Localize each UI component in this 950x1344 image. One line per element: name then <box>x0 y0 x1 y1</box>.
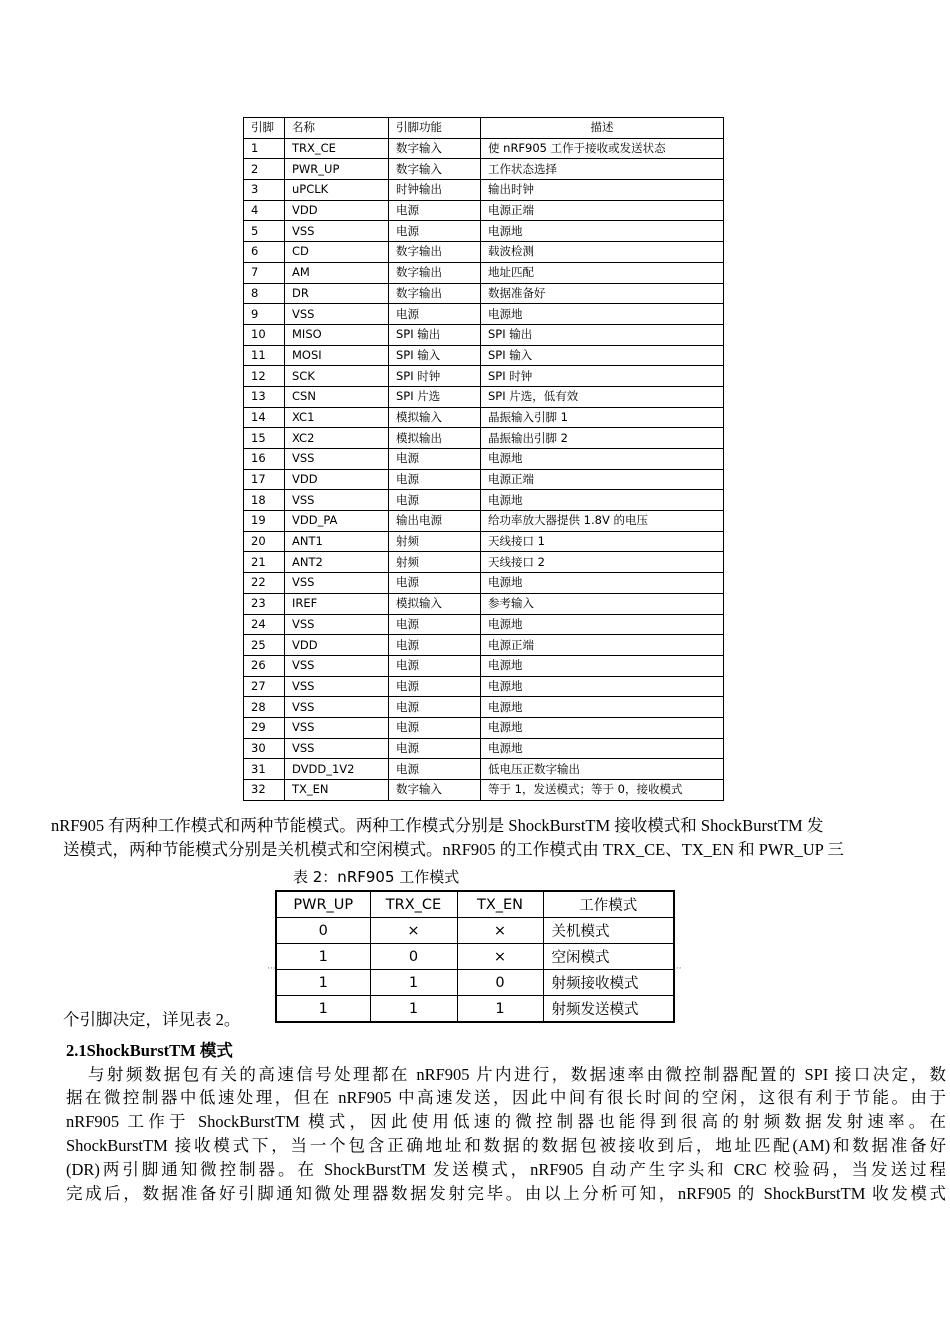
pin-function-cell: 数字输入 <box>389 780 481 801</box>
table-row <box>244 738 724 759</box>
table-row <box>244 593 724 614</box>
mode-table-row <box>276 996 674 1023</box>
table-row <box>244 676 724 697</box>
pin-name-cell: CD <box>285 242 389 263</box>
pin-name-cell: VSS <box>285 738 389 759</box>
pin-number-cell: 21 <box>244 552 285 573</box>
header-name: 名称 <box>285 118 389 139</box>
pin-name-cell: DVDD_1V2 <box>285 759 389 780</box>
pin-number-cell: 19 <box>244 511 285 532</box>
mode-table-row <box>276 918 674 944</box>
pin-number-cell: 16 <box>244 449 285 470</box>
pin-function-cell: 电源 <box>389 759 481 780</box>
pin-function-cell: 射频 <box>389 531 481 552</box>
pin-number-cell: 17 <box>244 469 285 490</box>
pin-function-cell: 电源 <box>389 635 481 656</box>
table-row <box>244 283 724 304</box>
trx-ce-cell: × <box>370 918 457 944</box>
section-line: ShockBurstTM 接收模式下，当一个包含正确地址和数据的数据包被接收到后，地址匹配(AM)和数据准备好 <box>66 1136 946 1155</box>
table-row <box>244 573 724 594</box>
section-heading: 2.1ShockBurstTM 模式 <box>66 1041 233 1060</box>
pin-number-cell: 23 <box>244 593 285 614</box>
pin-name-cell: TX_EN <box>285 780 389 801</box>
pin-name-cell: MOSI <box>285 345 389 366</box>
pin-number-cell: 12 <box>244 366 285 387</box>
pin-number-cell: 20 <box>244 531 285 552</box>
pin-function-cell: 时钟输出 <box>389 180 481 201</box>
pin-function-cell: 输出电源 <box>389 511 481 532</box>
pin-number-cell: 31 <box>244 759 285 780</box>
table-row <box>244 614 724 635</box>
paragraph-line-1: nRF905 有两种工作模式和两种节能模式。两种工作模式分别是 ShockBurstTM 接收模式和 ShockBurstTM 发 <box>51 816 824 835</box>
mode-header-row <box>276 891 674 918</box>
pin-function-cell: 射频 <box>389 552 481 573</box>
pin-description-cell: 低电压正数字输出 <box>481 759 724 780</box>
pin-name-cell: IREF <box>285 593 389 614</box>
pin-function-cell: SPI 输入 <box>389 345 481 366</box>
pwr-up-cell: 1 <box>276 944 370 970</box>
trx-ce-cell: 1 <box>370 970 457 996</box>
table-row <box>244 345 724 366</box>
table-header-row <box>244 118 724 139</box>
pin-number-cell: 15 <box>244 428 285 449</box>
pin-description-cell: 参考输入 <box>481 593 724 614</box>
section-line: 据在微控制器中低速处理，但在 nRF905 中高速发送，因此中间有很长时间的空闲，这很有利于节能。由于 <box>66 1088 946 1107</box>
pin-number-cell: 24 <box>244 614 285 635</box>
pin-name-cell: VDD_PA <box>285 511 389 532</box>
pin-description-cell: 电源地 <box>481 573 724 594</box>
pwr-up-cell: 0 <box>276 918 370 944</box>
pin-description-cell: 输出时钟 <box>481 180 724 201</box>
pin-number-cell: 32 <box>244 780 285 801</box>
pin-function-cell: 电源 <box>389 469 481 490</box>
pin-number-cell: 5 <box>244 221 285 242</box>
tx-en-cell: 0 <box>457 970 543 996</box>
table-row <box>244 159 724 180</box>
pin-description-cell: 电源地 <box>481 221 724 242</box>
pin-description-cell: 电源正端 <box>481 200 724 221</box>
pin-name-cell: DR <box>285 283 389 304</box>
pin-function-cell: 电源 <box>389 676 481 697</box>
mode-header-trx-ce: TRX_CE <box>370 891 457 918</box>
pin-number-cell: 14 <box>244 407 285 428</box>
pin-function-cell: 电源 <box>389 697 481 718</box>
pin-name-cell: CSN <box>285 386 389 407</box>
table-row <box>244 386 724 407</box>
pin-number-cell: 25 <box>244 635 285 656</box>
pin-description-cell: SPI 输出 <box>481 324 724 345</box>
pin-description-cell: 天线接口 2 <box>481 552 724 573</box>
pin-number-cell: 26 <box>244 655 285 676</box>
header-function: 引脚功能 <box>389 118 481 139</box>
pin-number-cell: 2 <box>244 159 285 180</box>
table-row <box>244 759 724 780</box>
pin-function-cell: 电源 <box>389 717 481 738</box>
tx-en-cell: 1 <box>457 996 543 1023</box>
pin-description-cell: 电源地 <box>481 655 724 676</box>
table-row <box>244 655 724 676</box>
table-row <box>244 304 724 325</box>
table-row <box>244 221 724 242</box>
pin-function-cell: 数字输出 <box>389 283 481 304</box>
pin-function-cell: 电源 <box>389 738 481 759</box>
pin-number-cell: 4 <box>244 200 285 221</box>
pin-number-cell: 10 <box>244 324 285 345</box>
tx-en-cell: × <box>457 918 543 944</box>
pin-description-cell: 电源地 <box>481 490 724 511</box>
mode-header-tx-en: TX_EN <box>457 891 543 918</box>
pin-function-cell: 电源 <box>389 573 481 594</box>
table-row <box>244 635 724 656</box>
pin-function-cell: 电源 <box>389 304 481 325</box>
header-pin: 引脚 <box>244 118 285 139</box>
pin-name-cell: VSS <box>285 676 389 697</box>
mode-header-pwr-up: PWR_UP <box>276 891 370 918</box>
mode-cell: 射频发送模式 <box>543 996 674 1023</box>
table-row <box>244 262 724 283</box>
pwr-up-cell: 1 <box>276 970 370 996</box>
pin-description-cell: 电源地 <box>481 614 724 635</box>
mode-header-mode: 工作模式 <box>543 891 674 918</box>
pin-name-cell: VDD <box>285 635 389 656</box>
pin-number-cell: 3 <box>244 180 285 201</box>
dotted-marker-left: ··· <box>267 964 276 974</box>
pin-name-cell: VSS <box>285 614 389 635</box>
pin-description-cell: 工作状态选择 <box>481 159 724 180</box>
table-row <box>244 200 724 221</box>
pin-description-cell: 电源地 <box>481 738 724 759</box>
pin-function-cell: 数字输出 <box>389 262 481 283</box>
pin-number-cell: 8 <box>244 283 285 304</box>
pin-description-cell: 电源正端 <box>481 469 724 490</box>
pin-name-cell: TRX_CE <box>285 138 389 159</box>
section-line: (DR)两引脚通知微控制器。在 ShockBurstTM 发送模式，nRF905 自动产生字头和 CRC 校验码，当发送过程 <box>66 1160 946 1179</box>
pin-name-cell: VSS <box>285 697 389 718</box>
pin-description-cell: 天线接口 1 <box>481 531 724 552</box>
table-row <box>244 531 724 552</box>
pin-description-cell: 载波检测 <box>481 242 724 263</box>
pin-description-cell: 电源地 <box>481 449 724 470</box>
pin-function-cell: 电源 <box>389 655 481 676</box>
pin-name-cell: VSS <box>285 221 389 242</box>
work-mode-table <box>275 890 675 1023</box>
table-row <box>244 366 724 387</box>
pin-number-cell: 22 <box>244 573 285 594</box>
table-row <box>244 428 724 449</box>
pin-description-cell: 电源地 <box>481 676 724 697</box>
pwr-up-cell: 1 <box>276 996 370 1023</box>
pin-description-cell: 等于 1，发送模式；等于 0，接收模式 <box>481 780 724 801</box>
pin-function-cell: 电源 <box>389 614 481 635</box>
pin-number-cell: 30 <box>244 738 285 759</box>
paragraph-line-3: 个引脚决定，详见表 2。 <box>63 1010 241 1029</box>
section-line: nRF905 工作于 ShockBurstTM 模式，因此使用低速的微控制器也能得到很高的射频数据发射速率。在 <box>66 1112 946 1131</box>
pin-function-cell: SPI 输出 <box>389 324 481 345</box>
mode-table-row <box>276 944 674 970</box>
pin-description-table <box>243 117 724 801</box>
trx-ce-cell: 1 <box>370 996 457 1023</box>
table-row <box>244 138 724 159</box>
pin-description-cell: 地址匹配 <box>481 262 724 283</box>
pin-function-cell: 模拟输入 <box>389 593 481 614</box>
pin-name-cell: MISO <box>285 324 389 345</box>
mode-cell: 关机模式 <box>543 918 674 944</box>
mode-cell: 空闲模式 <box>543 944 674 970</box>
paragraph-line-2: 送模式，两种节能模式分别是关机模式和空闲模式。nRF905 的工作模式由 TRX_CE、TX_EN 和 PWR_UP 三 <box>63 840 844 859</box>
pin-name-cell: AM <box>285 262 389 283</box>
pin-description-cell: 电源地 <box>481 304 724 325</box>
pin-description-cell: 使 nRF905 工作于接收或发送状态 <box>481 138 724 159</box>
pin-number-cell: 28 <box>244 697 285 718</box>
pin-name-cell: ANT1 <box>285 531 389 552</box>
table-row <box>244 780 724 801</box>
table-row <box>244 717 724 738</box>
pin-function-cell: 电源 <box>389 449 481 470</box>
header-description: 描述 <box>481 118 724 139</box>
pin-function-cell: 数字输出 <box>389 242 481 263</box>
table-row <box>244 490 724 511</box>
pin-number-cell: 7 <box>244 262 285 283</box>
pin-function-cell: SPI 片选 <box>389 386 481 407</box>
pin-description-cell: 电源正端 <box>481 635 724 656</box>
pin-description-cell: SPI 时钟 <box>481 366 724 387</box>
pin-function-cell: SPI 时钟 <box>389 366 481 387</box>
pin-name-cell: uPCLK <box>285 180 389 201</box>
table-row <box>244 469 724 490</box>
pin-name-cell: VSS <box>285 573 389 594</box>
pin-function-cell: 电源 <box>389 490 481 511</box>
pin-number-cell: 9 <box>244 304 285 325</box>
pin-name-cell: SCK <box>285 366 389 387</box>
pin-name-cell: ANT2 <box>285 552 389 573</box>
pin-description-cell: SPI 输入 <box>481 345 724 366</box>
mode-table-caption: 表 2：nRF905 工作模式 <box>293 868 460 886</box>
pin-number-cell: 6 <box>244 242 285 263</box>
mode-cell: 射频接收模式 <box>543 970 674 996</box>
mode-table-row <box>276 970 674 996</box>
pin-number-cell: 11 <box>244 345 285 366</box>
section-line: 与射频数据包有关的高速信号处理都在 nRF905 片内进行，数据速率由微控制器配置的 SPI 接口决定，数 <box>88 1065 946 1084</box>
pin-number-cell: 29 <box>244 717 285 738</box>
pin-description-cell: 晶振输入引脚 1 <box>481 407 724 428</box>
pin-description-cell: 给功率放大器提供 1.8V 的电压 <box>481 511 724 532</box>
pin-number-cell: 18 <box>244 490 285 511</box>
table-row <box>244 511 724 532</box>
pin-name-cell: VSS <box>285 490 389 511</box>
pin-description-cell: 晶振输出引脚 2 <box>481 428 724 449</box>
trx-ce-cell: 0 <box>370 944 457 970</box>
pin-name-cell: XC1 <box>285 407 389 428</box>
pin-number-cell: 27 <box>244 676 285 697</box>
pin-name-cell: XC2 <box>285 428 389 449</box>
pin-function-cell: 数字输入 <box>389 159 481 180</box>
pin-function-cell: 模拟输出 <box>389 428 481 449</box>
pin-name-cell: VSS <box>285 655 389 676</box>
pin-name-cell: VSS <box>285 449 389 470</box>
pin-function-cell: 电源 <box>389 200 481 221</box>
table-row <box>244 407 724 428</box>
pin-number-cell: 13 <box>244 386 285 407</box>
pin-name-cell: VSS <box>285 304 389 325</box>
table-row <box>244 242 724 263</box>
pin-description-cell: SPI 片选，低有效 <box>481 386 724 407</box>
pin-function-cell: 电源 <box>389 221 481 242</box>
pin-description-cell: 电源地 <box>481 697 724 718</box>
table-row <box>244 180 724 201</box>
pin-description-cell: 电源地 <box>481 717 724 738</box>
pin-function-cell: 数字输入 <box>389 138 481 159</box>
pin-function-cell: 模拟输入 <box>389 407 481 428</box>
pin-name-cell: VDD <box>285 469 389 490</box>
table-row <box>244 324 724 345</box>
table-row <box>244 449 724 470</box>
section-line: 完成后，数据准备好引脚通知微处理器数据发射完毕。由以上分析可知，nRF905 的 ShockBurstTM 收发模式 <box>66 1184 946 1203</box>
pin-number-cell: 1 <box>244 138 285 159</box>
tx-en-cell: × <box>457 944 543 970</box>
table-row <box>244 552 724 573</box>
dotted-marker-right: ··· <box>673 964 682 974</box>
pin-name-cell: VDD <box>285 200 389 221</box>
table-row <box>244 697 724 718</box>
pin-name-cell: VSS <box>285 717 389 738</box>
pin-description-cell: 数据准备好 <box>481 283 724 304</box>
pin-name-cell: PWR_UP <box>285 159 389 180</box>
